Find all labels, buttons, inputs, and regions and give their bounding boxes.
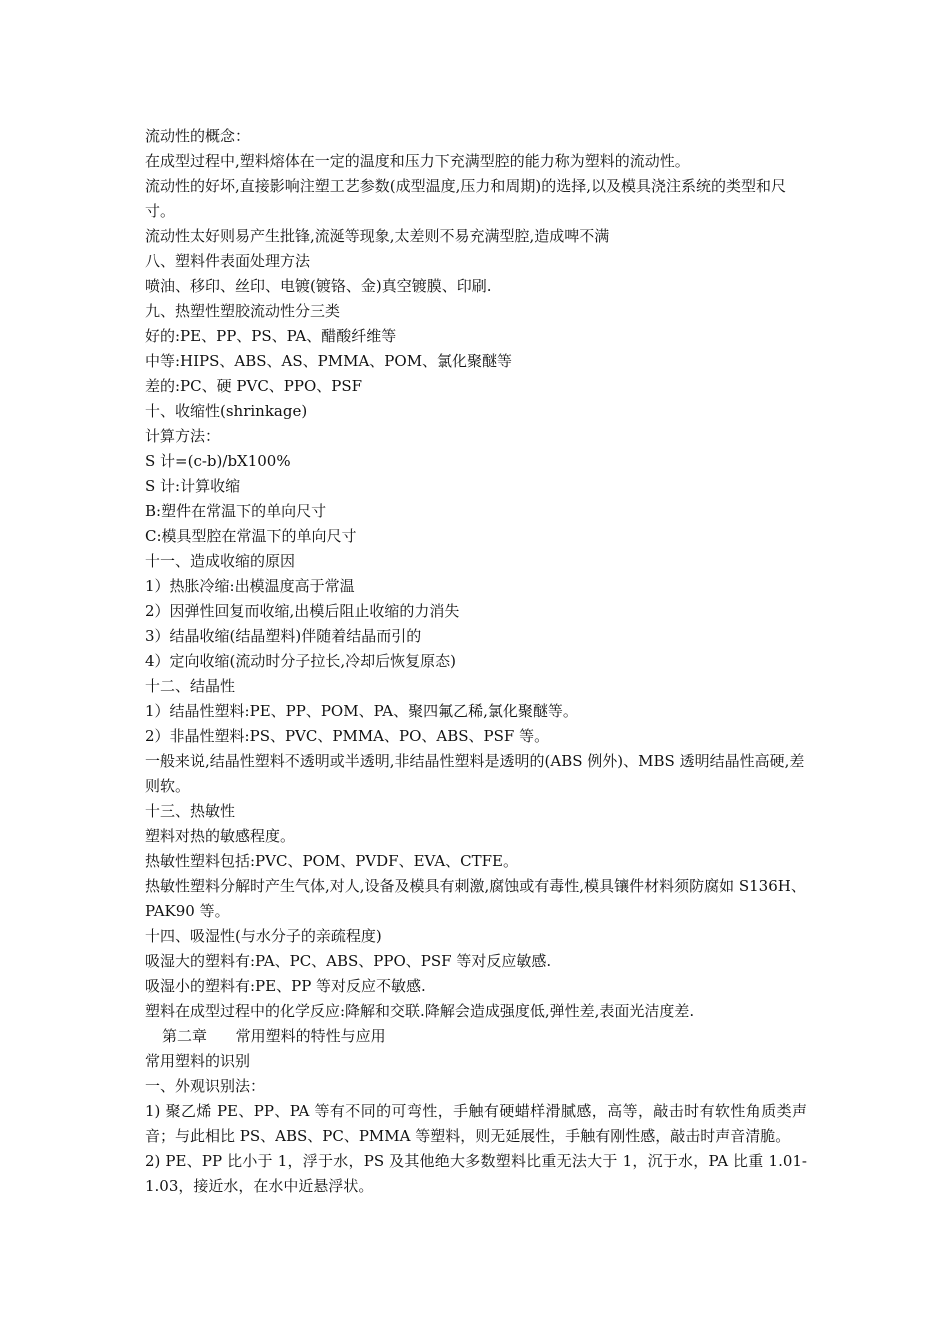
text-line: B:塑件在常温下的单向尺寸: [145, 502, 327, 520]
text-line: 在成型过程中,塑料熔体在一定的温度和压力下充满型腔的能力称为塑料的流动性。: [145, 152, 690, 170]
section-heading: 八、塑料件表面处理方法: [145, 252, 311, 270]
section-heading: 十四、吸湿性(与水分子的亲疏程度): [145, 927, 382, 945]
text-paragraph: 流动性的好坏,直接影响注塑工艺参数(成型温度,压力和周期)的选择,以及模具浇注系统的类型和尺寸。: [145, 177, 787, 220]
text-line: 喷油、移印、丝印、电镀(镀铬、金)真空镀膜、印刷.: [145, 277, 492, 295]
text-line: C:模具型腔在常温下的单向尺寸: [145, 527, 357, 545]
document-body: [145, 124, 807, 1199]
text-paragraph: 一般来说,结晶性塑料不透明或半透明,非结晶性塑料是透明的(ABS 例外)、MBS 透明结晶性高硬,差则软。: [145, 752, 805, 795]
text-line: 计算方法：: [145, 427, 221, 445]
section-heading: 九、热塑性塑胶流动性分三类: [145, 302, 341, 320]
text-line: 流动性的概念：: [145, 127, 251, 145]
text-line: S 计:计算收缩: [145, 477, 241, 495]
text-line: 流动性太好则易产生批锋,流涎等现象,太差则不易充满型腔,造成啤不满: [145, 227, 610, 245]
formula-line: S 计=(c-b)/bX100%: [145, 452, 291, 470]
list-item: 1）热胀冷缩:出模温度高于常温: [145, 577, 355, 595]
text-line: 差的:PC、硬 PVC、PPO、PSF: [145, 377, 363, 395]
text-paragraph: 热敏性塑料分解时产生气体,对人,设备及模具有刺激,腐蚀或有毒性,模具镶件材料须防腐如 S136H、PAK90 等。: [145, 877, 806, 920]
chapter-heading: 第二章 常用塑料的特性与应用: [162, 1027, 386, 1045]
text-line: 热敏性塑料包括:PVC、POM、PVDF、EVA、CTFE。: [145, 852, 519, 870]
list-item: 2）非晶性塑料:PS、PVC、PMMA、PO、ABS、PSF 等。: [145, 727, 550, 745]
text-line: 塑料在成型过程中的化学反应:降解和交联.降解会造成强度低,弹性差,表面光洁度差.: [145, 1002, 695, 1020]
section-heading: 十、收缩性(shrinkage): [145, 402, 308, 420]
text-paragraph: 1) 聚乙烯 PE、PP、PA 等有不同的可弯性，手触有硬蜡样滑腻感，高等，敲击时有软性角质类声音；与此相比 PS、ABS、PC、PMMA 等塑料，则无延展性，手触有刚性感，敲击时声音清脆。: [145, 1102, 807, 1145]
text-line: 吸湿大的塑料有:PA、PC、ABS、PPO、PSF 等对反应敏感.: [145, 952, 552, 970]
text-line: 中等:HIPS、ABS、AS、PMMA、POM、氯化聚醚等: [145, 352, 513, 370]
text-line: 塑料对热的敏感程度。: [145, 827, 296, 845]
section-heading: 一、外观识别法：: [145, 1077, 266, 1095]
text-line: 好的:PE、PP、PS、PA、醋酸纤维等: [145, 327, 397, 345]
list-item: 1）结晶性塑料:PE、PP、POM、PA、聚四氟乙稀,氯化聚醚等。: [145, 702, 578, 720]
section-heading: 常用塑料的识别: [145, 1052, 251, 1070]
section-heading: 十三、热敏性: [145, 802, 236, 820]
list-item: 3）结晶收缩(结晶塑料)伴随着结晶而引的: [145, 627, 422, 645]
list-item: 2）因弹性回复而收缩,出模后阻止收缩的力消失: [145, 602, 460, 620]
section-heading: 十一、造成收缩的原因: [145, 552, 296, 570]
section-heading: 十二、结晶性: [145, 677, 236, 695]
text-paragraph: 2) PE、PP 比小于 1，浮于水，PS 及其他绝大多数塑料比重无法大于 1，沉于水，PA 比重 1.01-1.03，接近水，在水中近悬浮状。: [145, 1152, 807, 1195]
text-line: 吸湿小的塑料有:PE、PP 等对反应不敏感.: [145, 977, 426, 995]
list-item: 4）定向收缩(流动时分子拉长,冷却后恢复原态): [145, 652, 457, 670]
